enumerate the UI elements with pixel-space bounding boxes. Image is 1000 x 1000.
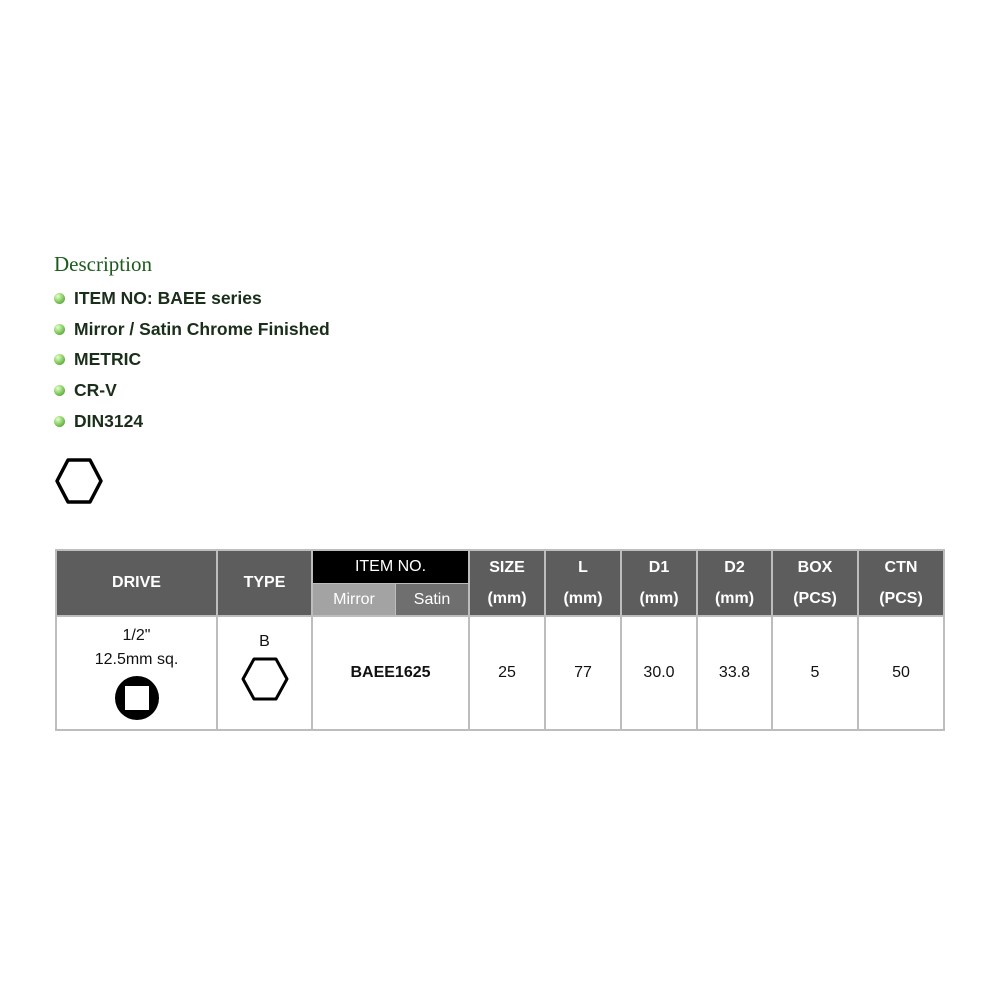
list-item [54,375,330,406]
list-item [54,344,330,375]
drive-square: 12.5mm sq. [94,651,179,668]
header-l-label: L [578,559,588,576]
description-title: Description [54,252,152,276]
green-bullet-icon [54,354,65,365]
header-ctn [859,551,943,615]
cell-box: 5 [773,617,857,729]
header-box [773,551,857,615]
header-size [470,551,544,615]
type-value: B [259,633,270,650]
green-bullet-icon [54,293,65,304]
hexagon-icon [54,457,104,505]
cell-type [218,617,311,729]
tab-satin[interactable]: Satin [396,584,468,615]
feature-text: ITEM NO: BAEE series [74,287,262,308]
header-d1 [622,551,696,615]
cell-l: 77 [546,617,620,729]
header-size-label: SIZE [489,559,525,576]
header-l [546,551,620,615]
header-item-no: ITEM NO. [313,551,468,583]
header-type: TYPE [218,551,311,615]
header-d2-label: D2 [724,559,745,576]
header-box-label: BOX [797,559,833,576]
feature-text: Mirror / Satin Chrome Finished [74,318,330,339]
header-l-unit: (mm) [563,590,603,607]
cell-d1: 30.0 [622,617,696,729]
feature-text: DIN3124 [74,410,144,431]
drive-size: 1/2" [122,627,151,644]
green-bullet-icon [54,416,65,427]
header-box-unit: (PCS) [793,590,837,607]
cell-size: 25 [470,617,544,729]
square-drive-icon [113,674,161,722]
list-item [54,406,330,437]
header-d2 [698,551,771,615]
feature-text: METRIC [74,349,142,370]
green-bullet-icon [54,385,65,396]
hexagon-icon [240,656,290,702]
header-d2-unit: (mm) [714,590,755,607]
spec-table [55,549,945,731]
feature-list [54,283,330,436]
green-bullet-icon [54,324,65,335]
list-item [54,283,330,314]
cell-drive [57,617,216,729]
cell-ctn: 50 [859,617,943,729]
header-ctn-unit: (PCS) [879,590,923,607]
tab-mirror[interactable]: Mirror [313,584,395,615]
cell-item-no: BAEE1625 [313,617,468,729]
list-item [54,314,330,345]
header-size-unit: (mm) [487,590,527,607]
cell-d2: 33.8 [698,617,771,729]
header-ctn-label: CTN [884,559,918,576]
header-drive: DRIVE [57,551,216,615]
header-d1-label: D1 [648,559,670,576]
feature-text: CR-V [74,379,117,400]
header-d1-unit: (mm) [639,590,679,607]
